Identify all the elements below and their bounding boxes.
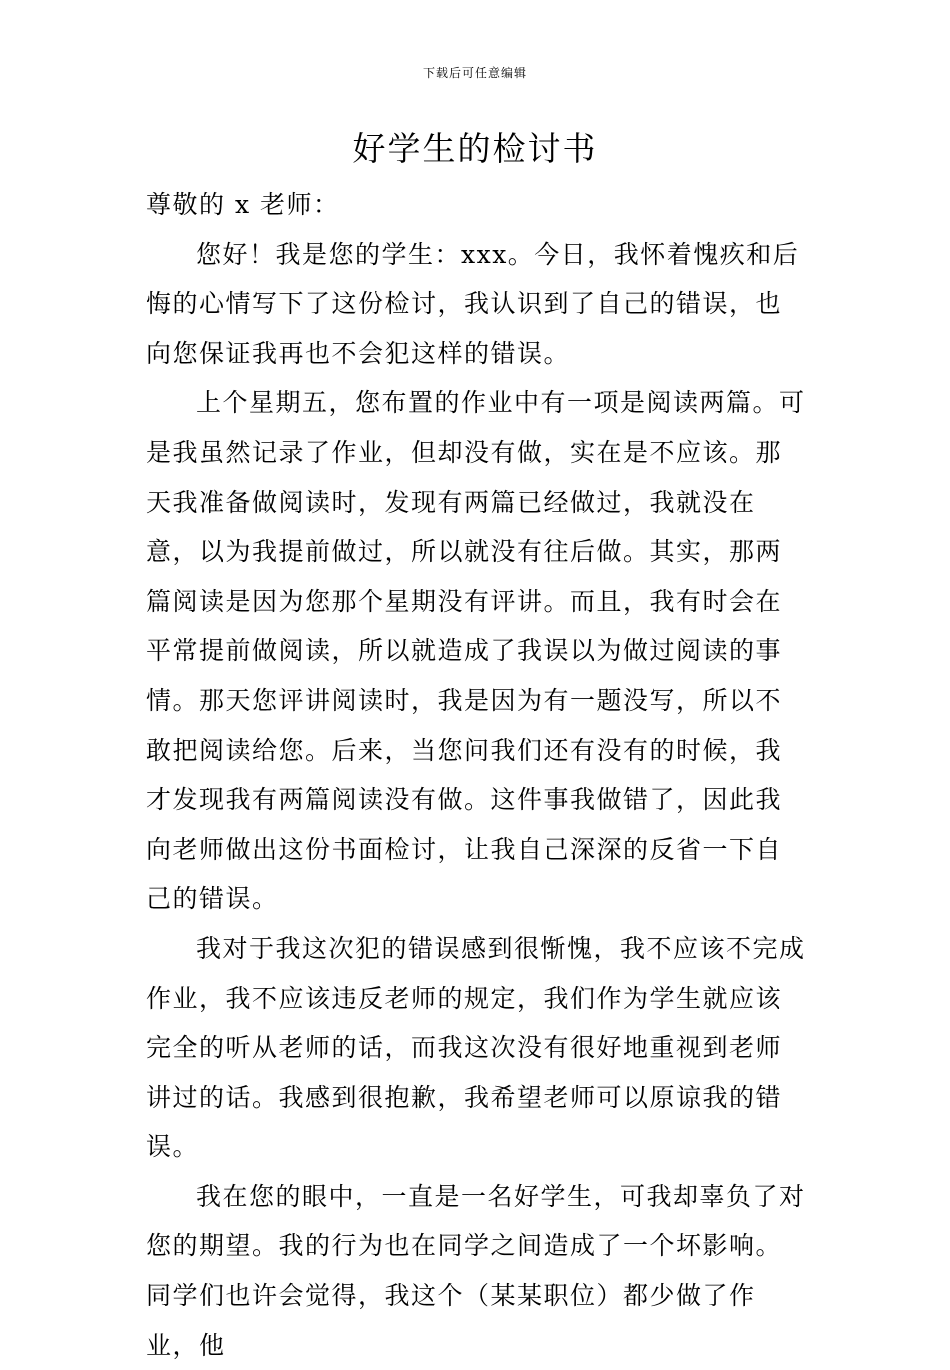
paragraph-incident: 上个星期五，您布置的作业中有一项是阅读两篇。可是我虽然记录了作业，但却没有做，实在是不应该。那天我准备做阅读时，发现有两篇已经做过，我就没在意，以为我提前做过，所以就没有往后做。其实，那两篇阅读是因为您那个星期没有评讲。而且，我有时会在平常提前做阅读，所以就造成了我误以为做过阅读的事情。那天您评讲阅读时，我是因为有一题没写，所以不敢把阅读给您。后来，当您问我们还有没有的时候，我才发现我有两篇阅读没有做。这件事我做错了，因此我向老师做出这份书面检讨，让我自己深深的反省一下自己的错误。	[146, 388, 806, 914]
salutation: 尊敬的 x 老师：	[146, 190, 340, 219]
header-note: 下载后可任意编辑	[422, 66, 527, 80]
paragraph-expectation: 我在您的眼中，一直是一名好学生，可我却辜负了对您的期望。我的行为也在同学之间造成了一个坏影响。同学们也许会觉得，我这个（某某职位）都少做了作业，他	[146, 1181, 806, 1360]
document-title: 好学生的检讨书	[352, 129, 598, 168]
document-body	[146, 180, 808, 1370]
paragraph-greeting: 您好！我是您的学生：xxx。今日，我怀着愧疚和后悔的心情写下了这份检讨，我认识到了自己的错误，也向您保证我再也不会犯这样的错误。	[146, 239, 800, 368]
paragraph-remorse: 我对于我这次犯的错误感到很惭愧，我不应该不完成作业，我不应该违反老师的规定，我们作为学生就应该完全的听从老师的话，而我这次没有很好地重视到老师讲过的话。我感到很抱歉，我希望老师可以原谅我的错误。	[146, 933, 806, 1162]
